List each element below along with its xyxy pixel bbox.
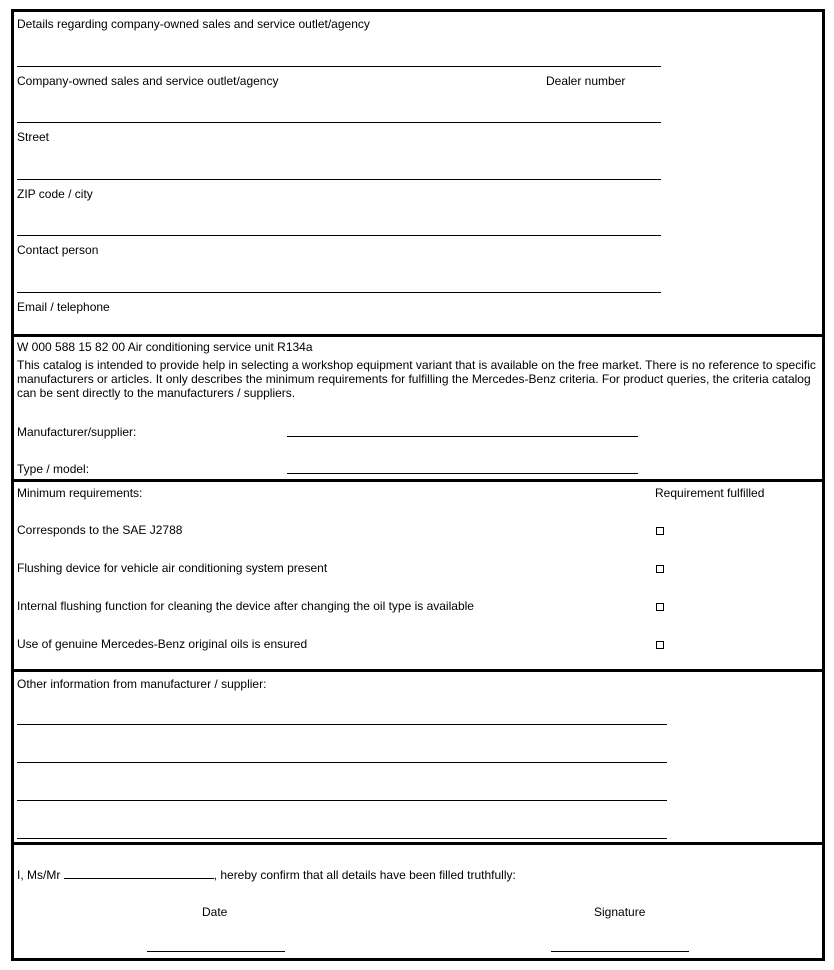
zip-city-label: ZIP code / city [17, 187, 93, 201]
product-description: This catalog is intended to provide help in selecting a workshop equipment variant that is available on the free market. There is no reference to specific manufacturers or articles. It only describes the minimum requirements for fulfilling the Mercedes-Benz criteria. For product queries, the criteria catalog can be sent directly to the manufacturers / suppliers. [17, 358, 816, 400]
date-input-line[interactable] [147, 951, 285, 952]
product-section [14, 337, 822, 479]
requirements-heading: Minimum requirements: [17, 486, 143, 500]
other-info-line[interactable] [17, 762, 667, 763]
requirement-text: Flushing device for vehicle air conditioning system present [17, 561, 328, 575]
dealer-details-section [14, 12, 822, 334]
email-telephone-input-line[interactable] [17, 292, 661, 293]
confirmation-section [14, 845, 822, 958]
other-info-line[interactable] [17, 838, 667, 839]
type-model-input-line[interactable] [287, 473, 638, 474]
requirement-checkbox[interactable] [656, 565, 664, 573]
manufacturer-label: Manufacturer/supplier: [17, 425, 137, 439]
requirement-text: Internal flushing function for cleaning the device after changing the oil type is available [17, 599, 474, 613]
signature-label: Signature [594, 905, 646, 919]
other-info-line[interactable] [17, 724, 667, 725]
dealer-details-heading: Details regarding company-owned sales and service outlet/agency [17, 17, 370, 31]
other-info-line[interactable] [17, 800, 667, 801]
requirements-section [14, 482, 822, 669]
zip-city-input-line[interactable] [17, 179, 661, 180]
criteria-form [11, 9, 825, 961]
requirement-checkbox[interactable] [656, 641, 664, 649]
email-telephone-label: Email / telephone [17, 300, 110, 314]
other-info-heading: Other information from manufacturer / supplier: [17, 677, 267, 691]
confirmation-suffix: , hereby confirm that all details have been filled truthfully: [213, 868, 516, 882]
confirmation-prefix: I, Ms/Mr [17, 868, 61, 882]
requirement-checkbox[interactable] [656, 527, 664, 535]
contact-person-label: Contact person [17, 243, 99, 257]
street-input-line[interactable] [17, 122, 661, 123]
other-info-section [14, 672, 822, 842]
dealer-number-label: Dealer number [546, 74, 626, 88]
requirement-text: Use of genuine Mercedes-Benz original oils is ensured [17, 637, 308, 651]
manufacturer-input-line[interactable] [287, 436, 638, 437]
requirement-fulfilled-heading: Requirement fulfilled [655, 486, 765, 500]
date-label: Date [202, 905, 228, 919]
type-model-label: Type / model: [17, 462, 90, 476]
outlet-input-line[interactable] [17, 66, 661, 67]
requirement-checkbox[interactable] [656, 603, 664, 611]
confirmation-statement [17, 867, 516, 882]
contact-person-input-line[interactable] [17, 235, 661, 236]
requirement-text: Corresponds to the SAE J2788 [17, 523, 183, 537]
product-title: W 000 588 15 82 00 Air conditioning service unit R134a [17, 340, 313, 354]
name-input-line[interactable] [64, 867, 214, 879]
outlet-label: Company-owned sales and service outlet/agency [17, 74, 279, 88]
signature-input-line[interactable] [551, 951, 689, 952]
street-label: Street [17, 130, 50, 144]
